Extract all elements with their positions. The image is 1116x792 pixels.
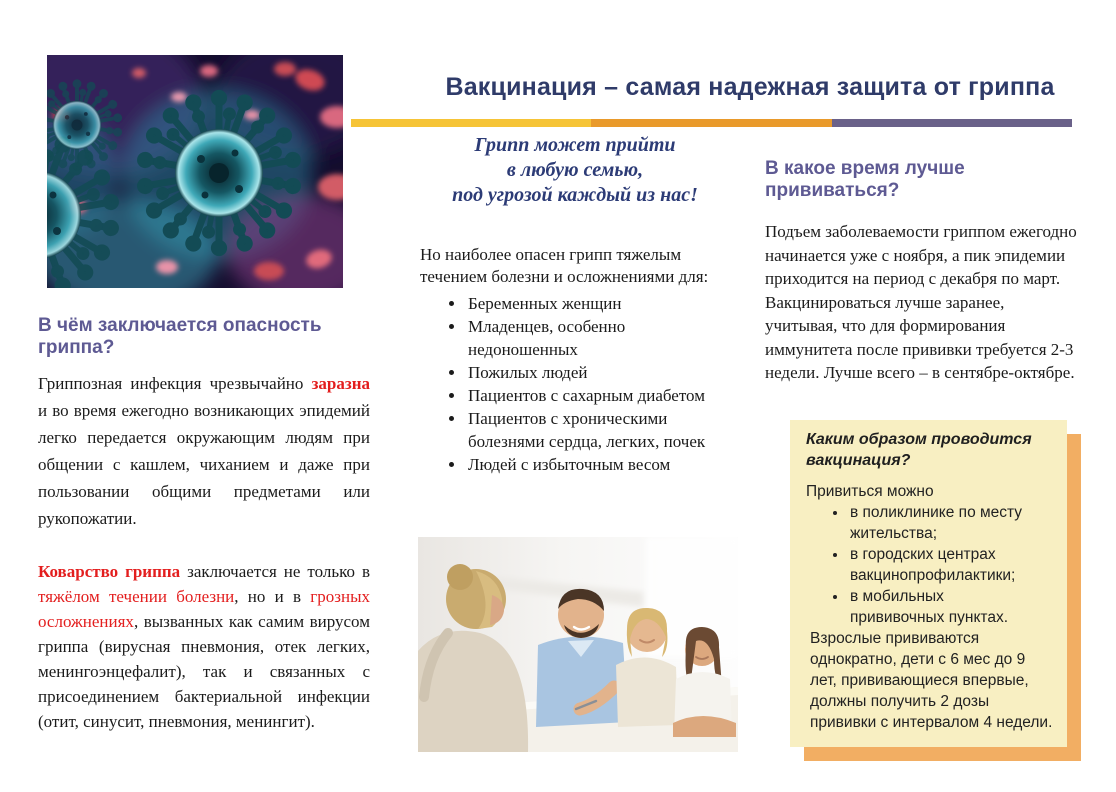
header-divider xyxy=(351,119,1072,127)
heading-line: под угрозой каждый из нас! xyxy=(452,184,698,206)
list-item: • Пациентов с хроническими болезнями сердца, легких, почек xyxy=(466,407,728,453)
info-box-intro: Привиться можно xyxy=(806,483,934,500)
list-item: • в поликлинике по месту жительства; xyxy=(848,502,1038,544)
text-run: , но и в xyxy=(234,587,311,606)
vaccination-info-box xyxy=(790,420,1067,747)
divider-segment-yellow xyxy=(351,119,591,127)
list-item: • Беременных женщин xyxy=(466,292,728,315)
right-column-heading: В какое время лучше прививаться? xyxy=(765,157,965,201)
text-run: заключается не только в xyxy=(180,562,370,581)
highlight-red: Коварство гриппа xyxy=(38,562,181,581)
list-item: • Пожилых людей xyxy=(466,361,728,384)
divider-segment-purple xyxy=(832,119,1072,127)
list-item: • Пациентов с сахарным диабетом xyxy=(466,384,728,407)
text-run: и во время ежегодно возникающих эпидемий легко передается окружающим людям при общении с кашлем, чиханием и даже при пользовании общими предметами или рукопожатии. xyxy=(38,401,370,528)
list-item: • в мобильных прививочных пунктах. xyxy=(848,586,1038,628)
list-item: • в городских центрах вакцинопрофилактики; xyxy=(848,544,1038,586)
page-title: Вакцинация – самая надежная защита от гриппа xyxy=(445,72,1055,101)
middle-column-heading xyxy=(408,133,742,208)
left-paragraph-2 xyxy=(38,559,370,734)
virus-photo-image xyxy=(47,55,343,288)
left-column-heading: В чём заключается опасность гриппа? xyxy=(38,314,322,358)
list-item: • Младенцев, особенно недоношенных xyxy=(466,315,728,361)
vaccination-places-list xyxy=(806,502,1038,628)
text-run: Гриппозная инфекция чрезвычайно xyxy=(38,374,312,393)
list-item: • Людей с избыточным весом xyxy=(466,453,728,476)
highlight-red: заразна xyxy=(311,374,370,393)
heading-line: в любую семью, xyxy=(506,159,644,181)
highlight-red: тяжёлом течении болезни xyxy=(38,587,235,606)
family-photo-image xyxy=(418,537,738,752)
highlight-red: грозных осложнениях xyxy=(38,587,370,631)
info-box-heading: Каким образом проводится вакцинация? xyxy=(806,431,1032,469)
heading-line: Грипп может прийти xyxy=(474,134,676,156)
middle-intro-paragraph: Но наиболее опасен грипп тяжелым течением болезни и осложнениями для: xyxy=(420,245,709,286)
risk-groups-list xyxy=(420,292,728,476)
left-paragraph-1 xyxy=(38,370,370,532)
right-paragraph: Подъем заболеваемости гриппом ежегодно начинается уже с ноября, а пик эпидемии приходится на период с декабря по март. Вакцинироваться лучше заранее, учитывая, что для формирования иммунитета после прививки требуется 2-3 недели. Лучше всего – в сентябре-октябре. xyxy=(765,222,1077,382)
info-box-note: Взрослые прививаются однократно, дети с 6 мес до 9 лет, прививающиеся впервые, должны получить 2 дозы прививки с интервалом 4 недели. xyxy=(810,630,1053,731)
divider-segment-orange xyxy=(591,119,831,127)
text-run: , вызванных как самим вирусом гриппа (вирусная пневмония, отек легких, менингоэнцефалит), так и связанных с присоединением бактериальной инфекции (отит, синусит, пневмония, менингит). xyxy=(38,612,370,731)
